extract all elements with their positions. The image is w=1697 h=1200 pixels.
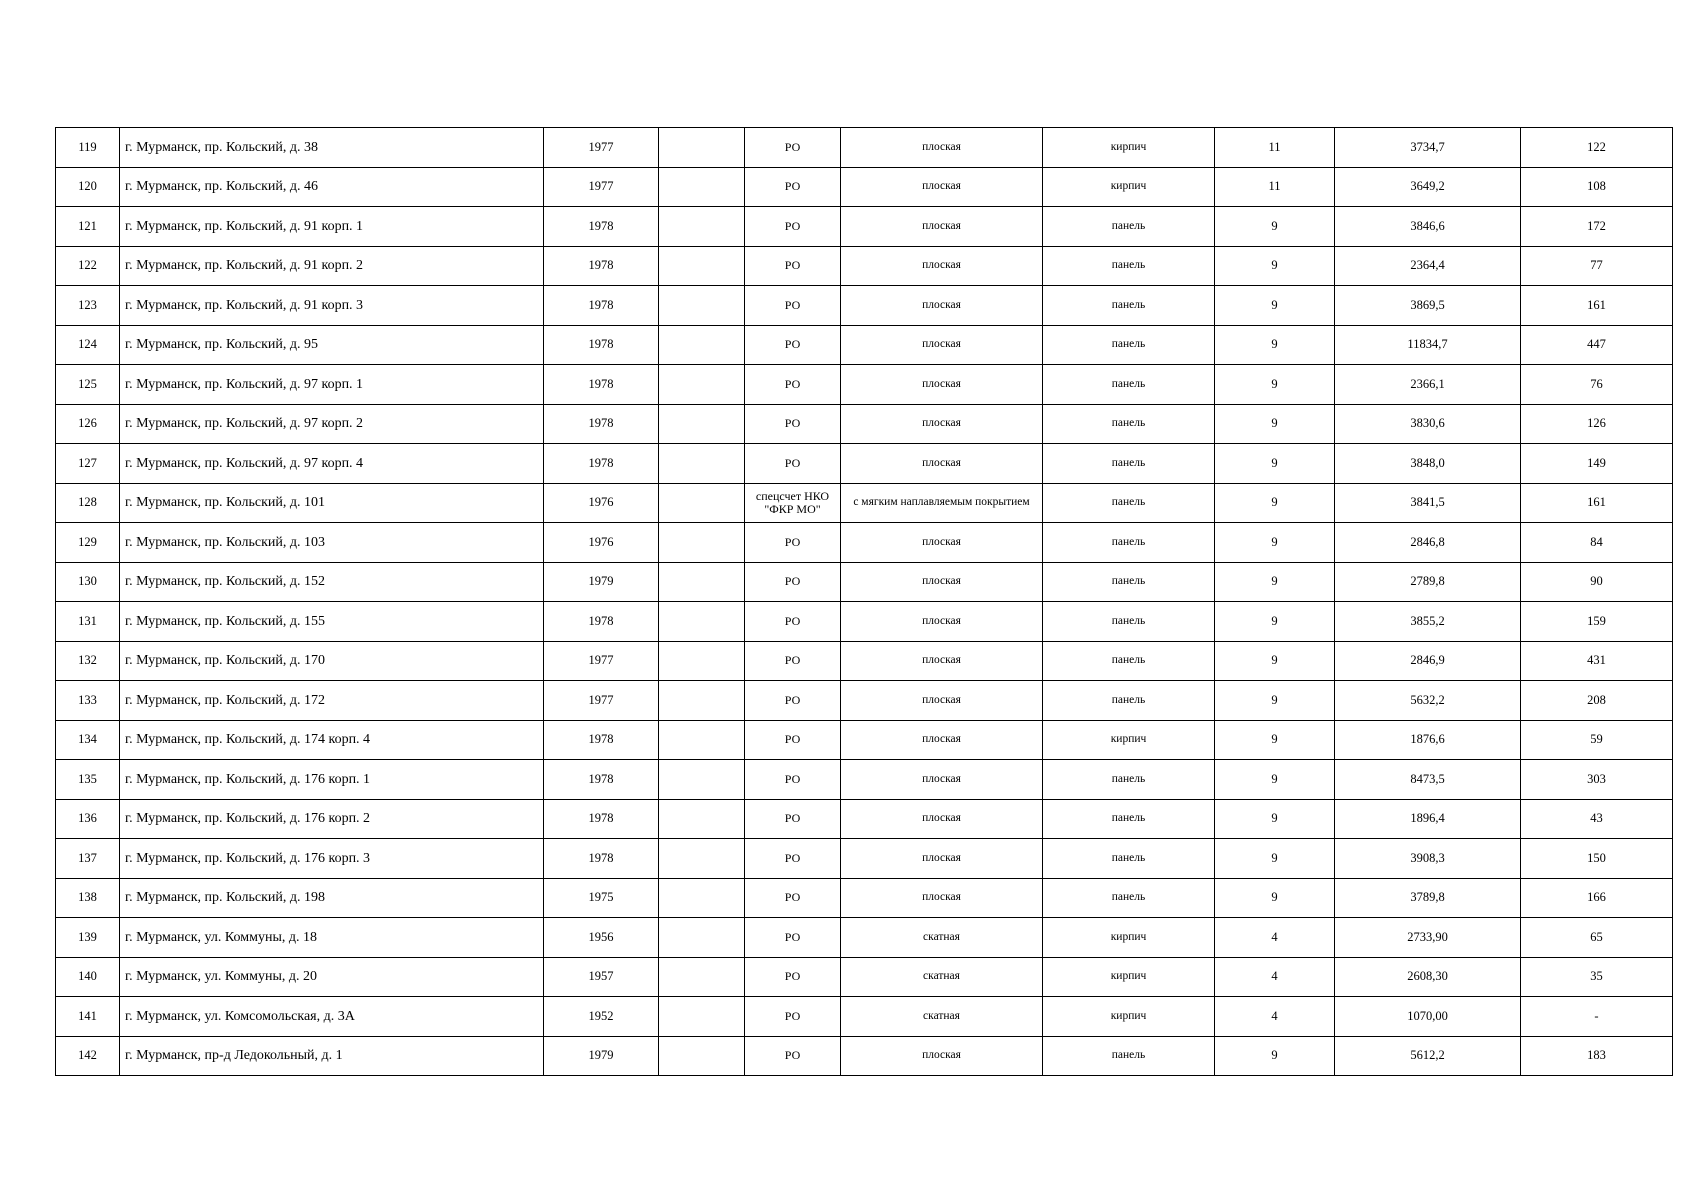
address-cell: г. Мурманск, пр. Кольский, д. 95 (120, 325, 544, 365)
row-number: 124 (56, 325, 120, 365)
area-cell: 3908,3 (1335, 839, 1521, 879)
empty-cell (659, 681, 745, 721)
residents-cell: - (1521, 997, 1673, 1037)
row-number: 128 (56, 483, 120, 523)
empty-cell (659, 167, 745, 207)
floors-cell: 9 (1215, 641, 1335, 681)
wall-material-cell: панель (1043, 523, 1215, 563)
area-cell: 2364,4 (1335, 246, 1521, 286)
residents-cell: 108 (1521, 167, 1673, 207)
area-cell: 2608,30 (1335, 957, 1521, 997)
table-row (56, 878, 1673, 918)
table-row (56, 365, 1673, 405)
wall-material-cell: панель (1043, 602, 1215, 642)
empty-cell (659, 444, 745, 484)
empty-cell (659, 878, 745, 918)
wall-material-cell: панель (1043, 799, 1215, 839)
row-number: 125 (56, 365, 120, 405)
roof-type-cell: плоская (841, 444, 1043, 484)
roof-type-cell: плоская (841, 681, 1043, 721)
roof-type-cell: плоская (841, 641, 1043, 681)
year-built-cell: 1979 (544, 562, 659, 602)
year-built-cell: 1956 (544, 918, 659, 958)
table-row (56, 483, 1673, 523)
roof-type-cell: плоская (841, 286, 1043, 326)
area-cell: 8473,5 (1335, 760, 1521, 800)
fund-method-cell: РО (745, 404, 841, 444)
table-row (56, 1036, 1673, 1076)
roof-type-cell: скатная (841, 997, 1043, 1037)
wall-material-cell: панель (1043, 839, 1215, 879)
area-cell: 5612,2 (1335, 1036, 1521, 1076)
fund-method-cell: РО (745, 523, 841, 563)
empty-cell (659, 523, 745, 563)
address-cell: г. Мурманск, пр. Кольский, д. 152 (120, 562, 544, 602)
roof-type-cell: плоская (841, 878, 1043, 918)
row-number: 132 (56, 641, 120, 681)
wall-material-cell: кирпич (1043, 997, 1215, 1037)
address-cell: г. Мурманск, ул. Коммуны, д. 20 (120, 957, 544, 997)
area-cell: 2846,8 (1335, 523, 1521, 563)
roof-type-cell: плоская (841, 207, 1043, 247)
table-row (56, 207, 1673, 247)
roof-type-cell: плоская (841, 325, 1043, 365)
table-row (56, 957, 1673, 997)
year-built-cell: 1978 (544, 839, 659, 879)
roof-type-cell: плоская (841, 839, 1043, 879)
fund-method-cell: РО (745, 325, 841, 365)
table-row (56, 128, 1673, 168)
residents-cell: 431 (1521, 641, 1673, 681)
wall-material-cell: кирпич (1043, 128, 1215, 168)
table-row (56, 839, 1673, 879)
year-built-cell: 1978 (544, 325, 659, 365)
fund-method-cell: РО (745, 128, 841, 168)
address-cell: г. Мурманск, пр. Кольский, д. 91 корп. 2 (120, 246, 544, 286)
table-body (56, 128, 1673, 1076)
residents-cell: 166 (1521, 878, 1673, 918)
address-cell: г. Мурманск, пр. Кольский, д. 91 корп. 1 (120, 207, 544, 247)
row-number: 126 (56, 404, 120, 444)
row-number: 133 (56, 681, 120, 721)
fund-method-cell: РО (745, 286, 841, 326)
fund-method-cell: РО (745, 641, 841, 681)
roof-type-cell: плоская (841, 760, 1043, 800)
row-number: 139 (56, 918, 120, 958)
empty-cell (659, 760, 745, 800)
table-row (56, 760, 1673, 800)
roof-type-cell: скатная (841, 957, 1043, 997)
residents-cell: 159 (1521, 602, 1673, 642)
empty-cell (659, 128, 745, 168)
year-built-cell: 1977 (544, 681, 659, 721)
table-row (56, 404, 1673, 444)
fund-method-cell: РО (745, 365, 841, 405)
wall-material-cell: панель (1043, 246, 1215, 286)
address-cell: г. Мурманск, пр. Кольский, д. 176 корп. 2 (120, 799, 544, 839)
row-number: 129 (56, 523, 120, 563)
area-cell: 3734,7 (1335, 128, 1521, 168)
table-row (56, 246, 1673, 286)
buildings-table (55, 127, 1673, 1076)
address-cell: г. Мурманск, пр. Кольский, д. 97 корп. 4 (120, 444, 544, 484)
table-row (56, 641, 1673, 681)
table-row (56, 523, 1673, 563)
residents-cell: 84 (1521, 523, 1673, 563)
floors-cell: 11 (1215, 167, 1335, 207)
year-built-cell: 1978 (544, 602, 659, 642)
fund-method-cell: РО (745, 997, 841, 1037)
area-cell: 1896,4 (1335, 799, 1521, 839)
fund-method-cell: РО (745, 760, 841, 800)
residents-cell: 76 (1521, 365, 1673, 405)
area-cell: 2733,90 (1335, 918, 1521, 958)
row-number: 119 (56, 128, 120, 168)
row-number: 140 (56, 957, 120, 997)
row-number: 138 (56, 878, 120, 918)
fund-method-cell: РО (745, 720, 841, 760)
residents-cell: 161 (1521, 483, 1673, 523)
wall-material-cell: кирпич (1043, 720, 1215, 760)
area-cell: 2789,8 (1335, 562, 1521, 602)
empty-cell (659, 799, 745, 839)
table-row (56, 720, 1673, 760)
empty-cell (659, 918, 745, 958)
year-built-cell: 1978 (544, 286, 659, 326)
address-cell: г. Мурманск, пр. Кольский, д. 97 корп. 1 (120, 365, 544, 405)
roof-type-cell: с мягким наплавляемым покрытием (841, 483, 1043, 523)
wall-material-cell: кирпич (1043, 167, 1215, 207)
address-cell: г. Мурманск, пр. Кольский, д. 103 (120, 523, 544, 563)
address-cell: г. Мурманск, пр. Кольский, д. 97 корп. 2 (120, 404, 544, 444)
row-number: 123 (56, 286, 120, 326)
floors-cell: 11 (1215, 128, 1335, 168)
table-row (56, 918, 1673, 958)
fund-method-cell: РО (745, 167, 841, 207)
table-row (56, 681, 1673, 721)
address-cell: г. Мурманск, пр. Кольский, д. 176 корп. 1 (120, 760, 544, 800)
year-built-cell: 1957 (544, 957, 659, 997)
roof-type-cell: плоская (841, 1036, 1043, 1076)
table-row (56, 799, 1673, 839)
row-number: 136 (56, 799, 120, 839)
roof-type-cell: плоская (841, 246, 1043, 286)
row-number: 120 (56, 167, 120, 207)
wall-material-cell: панель (1043, 878, 1215, 918)
residents-cell: 183 (1521, 1036, 1673, 1076)
fund-method-cell: РО (745, 839, 841, 879)
row-number: 131 (56, 602, 120, 642)
year-built-cell: 1977 (544, 128, 659, 168)
address-cell: г. Мурманск, пр. Кольский, д. 172 (120, 681, 544, 721)
floors-cell: 9 (1215, 1036, 1335, 1076)
floors-cell: 9 (1215, 286, 1335, 326)
empty-cell (659, 720, 745, 760)
residents-cell: 126 (1521, 404, 1673, 444)
wall-material-cell: панель (1043, 681, 1215, 721)
address-cell: г. Мурманск, пр-д Ледокольный, д. 1 (120, 1036, 544, 1076)
fund-method-cell: РО (745, 602, 841, 642)
residents-cell: 150 (1521, 839, 1673, 879)
empty-cell (659, 997, 745, 1037)
year-built-cell: 1978 (544, 246, 659, 286)
year-built-cell: 1977 (544, 167, 659, 207)
empty-cell (659, 562, 745, 602)
address-cell: г. Мурманск, пр. Кольский, д. 174 корп. 4 (120, 720, 544, 760)
roof-type-cell: скатная (841, 918, 1043, 958)
empty-cell (659, 286, 745, 326)
area-cell: 5632,2 (1335, 681, 1521, 721)
fund-method-cell: РО (745, 246, 841, 286)
floors-cell: 4 (1215, 918, 1335, 958)
table-row (56, 325, 1673, 365)
year-built-cell: 1978 (544, 799, 659, 839)
area-cell: 3841,5 (1335, 483, 1521, 523)
fund-method-cell: РО (745, 444, 841, 484)
fund-method-cell: спецсчет НКО "ФКР МО" (745, 483, 841, 523)
area-cell: 3789,8 (1335, 878, 1521, 918)
floors-cell: 4 (1215, 957, 1335, 997)
empty-cell (659, 1036, 745, 1076)
row-number: 142 (56, 1036, 120, 1076)
area-cell: 3846,6 (1335, 207, 1521, 247)
row-number: 127 (56, 444, 120, 484)
wall-material-cell: кирпич (1043, 957, 1215, 997)
roof-type-cell: плоская (841, 602, 1043, 642)
residents-cell: 172 (1521, 207, 1673, 247)
wall-material-cell: панель (1043, 760, 1215, 800)
floors-cell: 9 (1215, 365, 1335, 405)
roof-type-cell: плоская (841, 799, 1043, 839)
area-cell: 2366,1 (1335, 365, 1521, 405)
residents-cell: 43 (1521, 799, 1673, 839)
area-cell: 2846,9 (1335, 641, 1521, 681)
area-cell: 3649,2 (1335, 167, 1521, 207)
row-number: 134 (56, 720, 120, 760)
address-cell: г. Мурманск, пр. Кольский, д. 176 корп. 3 (120, 839, 544, 879)
empty-cell (659, 641, 745, 681)
residents-cell: 35 (1521, 957, 1673, 997)
floors-cell: 9 (1215, 562, 1335, 602)
floors-cell: 9 (1215, 799, 1335, 839)
roof-type-cell: плоская (841, 128, 1043, 168)
row-number: 122 (56, 246, 120, 286)
floors-cell: 9 (1215, 602, 1335, 642)
address-cell: г. Мурманск, пр. Кольский, д. 155 (120, 602, 544, 642)
empty-cell (659, 839, 745, 879)
roof-type-cell: плоская (841, 562, 1043, 602)
fund-method-cell: РО (745, 878, 841, 918)
empty-cell (659, 325, 745, 365)
address-cell: г. Мурманск, ул. Коммуны, д. 18 (120, 918, 544, 958)
year-built-cell: 1976 (544, 523, 659, 563)
year-built-cell: 1978 (544, 720, 659, 760)
roof-type-cell: плоская (841, 720, 1043, 760)
row-number: 141 (56, 997, 120, 1037)
wall-material-cell: панель (1043, 444, 1215, 484)
area-cell: 3869,5 (1335, 286, 1521, 326)
empty-cell (659, 957, 745, 997)
table-row (56, 602, 1673, 642)
wall-material-cell: панель (1043, 325, 1215, 365)
floors-cell: 9 (1215, 444, 1335, 484)
floors-cell: 9 (1215, 207, 1335, 247)
wall-material-cell: панель (1043, 207, 1215, 247)
residents-cell: 90 (1521, 562, 1673, 602)
area-cell: 3830,6 (1335, 404, 1521, 444)
address-cell: г. Мурманск, пр. Кольский, д. 198 (120, 878, 544, 918)
address-cell: г. Мурманск, пр. Кольский, д. 170 (120, 641, 544, 681)
fund-method-cell: РО (745, 799, 841, 839)
wall-material-cell: панель (1043, 1036, 1215, 1076)
fund-method-cell: РО (745, 562, 841, 602)
wall-material-cell: панель (1043, 483, 1215, 523)
floors-cell: 9 (1215, 839, 1335, 879)
area-cell: 3848,0 (1335, 444, 1521, 484)
address-cell: г. Мурманск, пр. Кольский, д. 38 (120, 128, 544, 168)
residents-cell: 303 (1521, 760, 1673, 800)
residents-cell: 59 (1521, 720, 1673, 760)
residents-cell: 208 (1521, 681, 1673, 721)
year-built-cell: 1977 (544, 641, 659, 681)
table-row (56, 167, 1673, 207)
residents-cell: 65 (1521, 918, 1673, 958)
wall-material-cell: панель (1043, 365, 1215, 405)
wall-material-cell: панель (1043, 641, 1215, 681)
fund-method-cell: РО (745, 957, 841, 997)
row-number: 135 (56, 760, 120, 800)
table-row (56, 997, 1673, 1037)
address-cell: г. Мурманск, ул. Комсомольская, д. 3А (120, 997, 544, 1037)
address-cell: г. Мурманск, пр. Кольский, д. 91 корп. 3 (120, 286, 544, 326)
year-built-cell: 1975 (544, 878, 659, 918)
floors-cell: 9 (1215, 483, 1335, 523)
floors-cell: 9 (1215, 404, 1335, 444)
area-cell: 1876,6 (1335, 720, 1521, 760)
wall-material-cell: панель (1043, 286, 1215, 326)
wall-material-cell: панель (1043, 562, 1215, 602)
table-row (56, 286, 1673, 326)
row-number: 137 (56, 839, 120, 879)
floors-cell: 9 (1215, 760, 1335, 800)
residents-cell: 77 (1521, 246, 1673, 286)
year-built-cell: 1978 (544, 404, 659, 444)
empty-cell (659, 602, 745, 642)
area-cell: 3855,2 (1335, 602, 1521, 642)
year-built-cell: 1978 (544, 760, 659, 800)
residents-cell: 161 (1521, 286, 1673, 326)
roof-type-cell: плоская (841, 365, 1043, 405)
roof-type-cell: плоская (841, 167, 1043, 207)
floors-cell: 9 (1215, 523, 1335, 563)
residents-cell: 447 (1521, 325, 1673, 365)
residents-cell: 122 (1521, 128, 1673, 168)
floors-cell: 9 (1215, 681, 1335, 721)
empty-cell (659, 365, 745, 405)
year-built-cell: 1976 (544, 483, 659, 523)
empty-cell (659, 404, 745, 444)
year-built-cell: 1978 (544, 207, 659, 247)
year-built-cell: 1978 (544, 365, 659, 405)
floors-cell: 9 (1215, 325, 1335, 365)
address-cell: г. Мурманск, пр. Кольский, д. 46 (120, 167, 544, 207)
empty-cell (659, 246, 745, 286)
floors-cell: 9 (1215, 720, 1335, 760)
fund-method-cell: РО (745, 207, 841, 247)
wall-material-cell: панель (1043, 404, 1215, 444)
roof-type-cell: плоская (841, 404, 1043, 444)
year-built-cell: 1952 (544, 997, 659, 1037)
row-number: 130 (56, 562, 120, 602)
roof-type-cell: плоская (841, 523, 1043, 563)
fund-method-cell: РО (745, 681, 841, 721)
floors-cell: 9 (1215, 878, 1335, 918)
year-built-cell: 1979 (544, 1036, 659, 1076)
area-cell: 1070,00 (1335, 997, 1521, 1037)
floors-cell: 9 (1215, 246, 1335, 286)
address-cell: г. Мурманск, пр. Кольский, д. 101 (120, 483, 544, 523)
table-row (56, 562, 1673, 602)
empty-cell (659, 483, 745, 523)
table-row (56, 444, 1673, 484)
wall-material-cell: кирпич (1043, 918, 1215, 958)
floors-cell: 4 (1215, 997, 1335, 1037)
year-built-cell: 1978 (544, 444, 659, 484)
area-cell: 11834,7 (1335, 325, 1521, 365)
row-number: 121 (56, 207, 120, 247)
empty-cell (659, 207, 745, 247)
residents-cell: 149 (1521, 444, 1673, 484)
fund-method-cell: РО (745, 918, 841, 958)
fund-method-cell: РО (745, 1036, 841, 1076)
